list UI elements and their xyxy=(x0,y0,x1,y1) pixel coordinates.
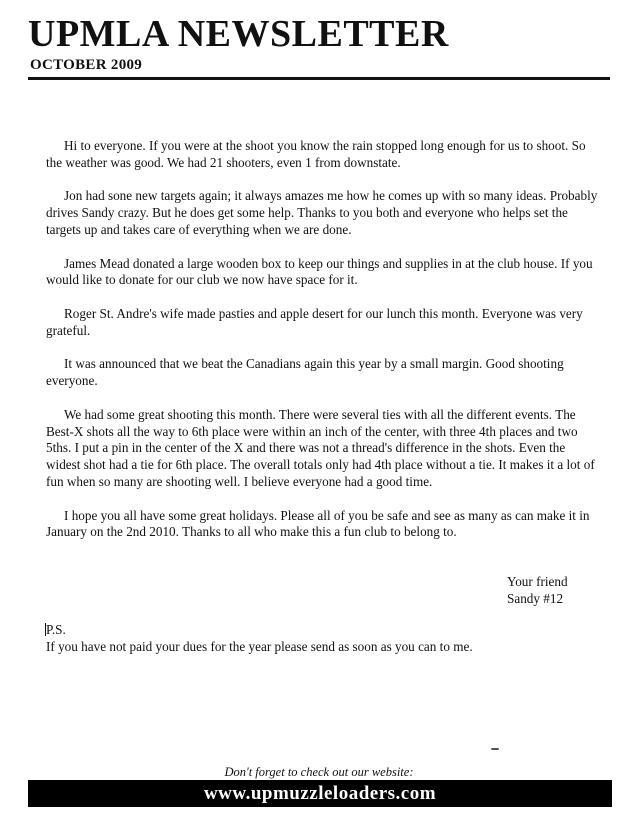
paragraph-results: We had some great shooting this month. There were several ties with all the different events. The Best-X shots all the way to 6th place were within an inch of the center, with three 4th places and two 5ths. I put a pin in the center of the X and there was not a thread's difference in the shots. Even the widest shot had a tie for 6th place. The overall totals only had 4th place without a tie. It makes it a lot of fun when so many are shooting well. I believe everyone had a good time. xyxy=(46,406,595,489)
postscript-label: P.S. xyxy=(46,622,66,637)
website-banner xyxy=(28,780,612,807)
text-cursor-mark xyxy=(45,623,46,636)
postscript-text: If you have not paid your dues for the year please send as soon as you can to me. xyxy=(46,639,473,654)
paragraph-lunch: Roger St. Andre's wife made pasties and apple desert for our lunch this month. Everyone was very grateful. xyxy=(46,305,583,338)
issue-date: OCTOBER 2009 xyxy=(30,57,143,73)
signoff xyxy=(507,573,568,607)
newsletter-title: UPMLA NEWSLETTER xyxy=(28,13,449,55)
paragraph-donation: James Mead donated a large wooden box to keep our things and supplies in at the club house. If you would like to donate for our club we now have space for it. xyxy=(46,255,593,288)
signoff-closing: Your friend xyxy=(507,574,568,589)
postscript xyxy=(46,621,606,655)
paragraph-holidays: I hope you all have some great holidays. Please all of you be safe and see as many as can make it in January on the 2nd 2010. Thanks to all who make this a fun club to belong to. xyxy=(46,507,590,540)
paragraph-weather: Hi to everyone. If you were at the shoot you know the rain stopped long enough for us to shoot. So the weather was good. We had 21 shooters, even 1 from downstate. xyxy=(46,138,586,170)
paragraph-canadians: It was announced that we beat the Canadians again this year by a small margin. Good shooting everyone. xyxy=(46,356,564,389)
website-url: www.upmuzzleloaders.com xyxy=(203,783,437,804)
masthead-divider xyxy=(28,77,610,80)
signoff-name: Sandy #12 xyxy=(507,591,564,606)
paragraph-targets: Jon had sone new targets again; it always amazes me how he comes up with so many ideas. Probably drives Sandy crazy. But he does get some help. Thanks to you both and everyone who helps set the targets up and takes care of everything when we are done. xyxy=(46,188,598,237)
scan-speck xyxy=(491,748,499,750)
website-prompt: Don't forget to check out our website: xyxy=(224,765,414,779)
letter-body xyxy=(46,138,598,558)
